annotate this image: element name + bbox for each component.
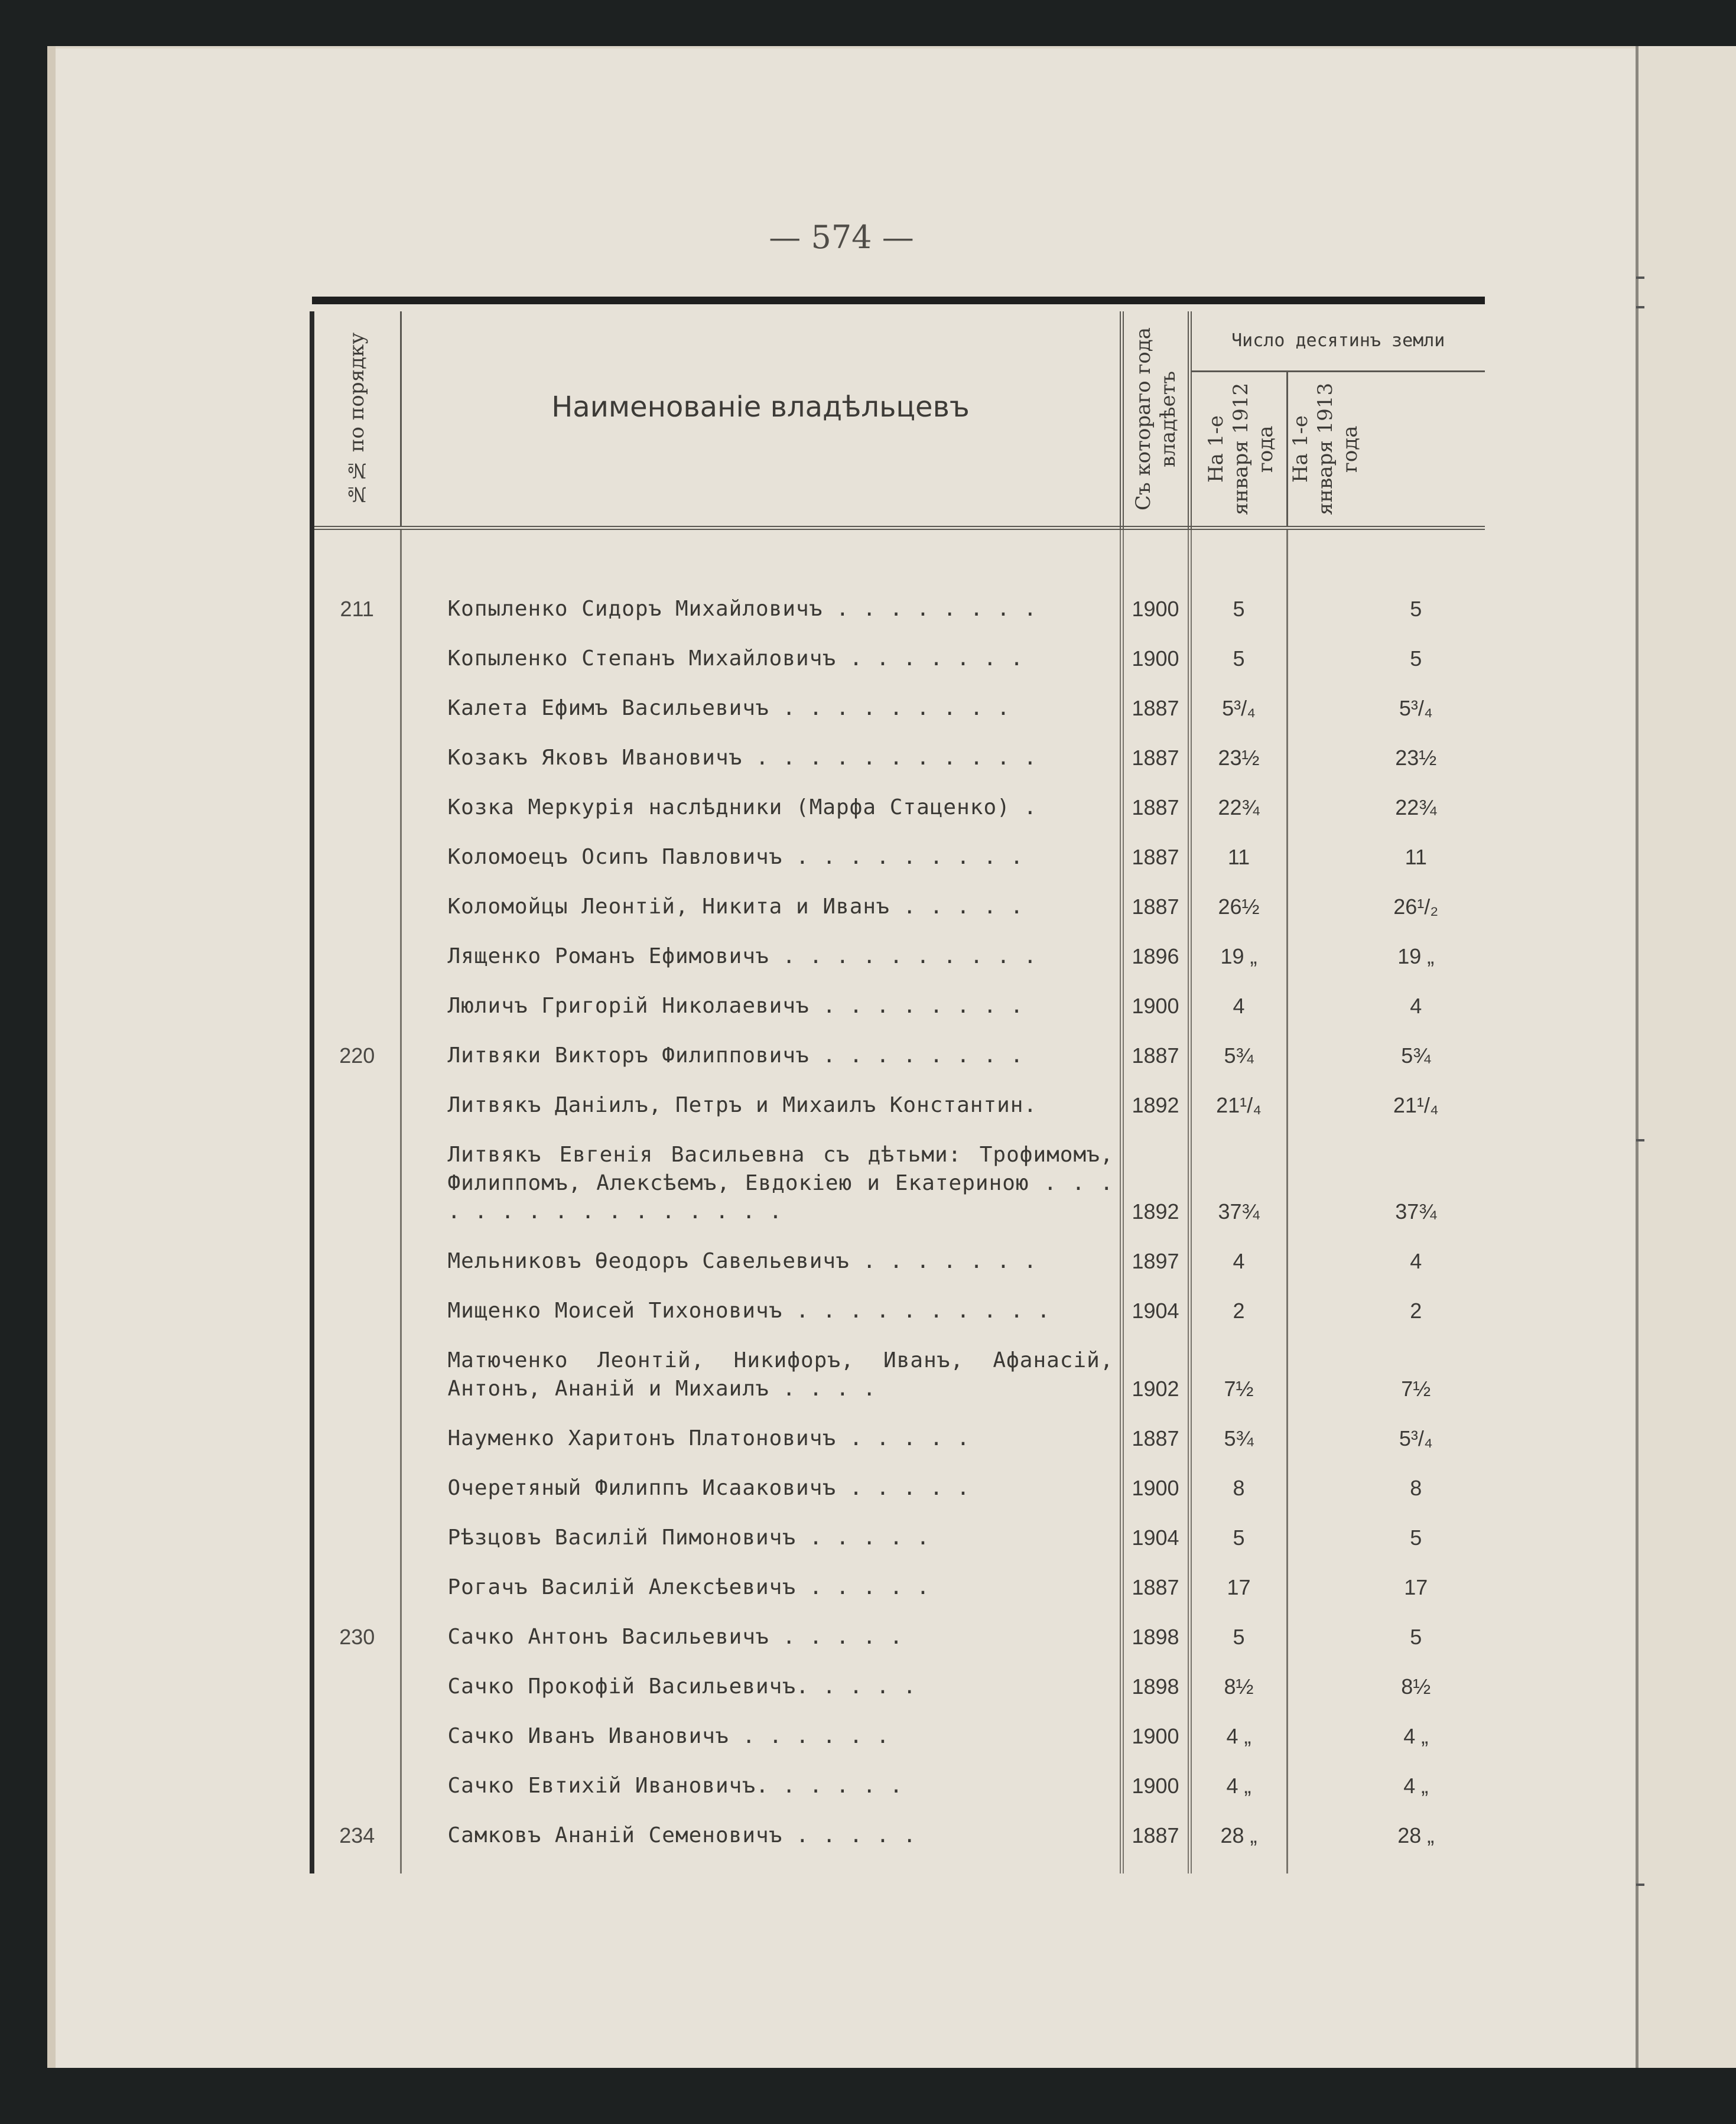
land-1913: 2	[1410, 1299, 1422, 1323]
land-1912: 17	[1189, 1563, 1287, 1612]
owners-table	[310, 297, 1485, 1873]
owner-name: Коломоецъ Осипъ Павловичъ . . . . . . . . .	[401, 832, 1121, 882]
row-number	[312, 1237, 401, 1286]
land-1912: 26½	[1189, 882, 1287, 932]
since-year: 1892	[1121, 1081, 1189, 1130]
table-row	[312, 783, 1485, 832]
row-number	[312, 932, 401, 981]
table-row	[312, 1761, 1485, 1811]
land-1912: 5	[1189, 1612, 1287, 1662]
owner-name: Сачко Иванъ Ивановичъ . . . . . .	[401, 1712, 1121, 1761]
header-name: Наименованіе владѣльцевъ	[401, 311, 1121, 528]
table-row	[312, 1463, 1485, 1513]
table-row	[312, 684, 1485, 733]
since-year: 1900	[1121, 528, 1189, 635]
owner-name: Лященко Романъ Ефимовичъ . . . . . . . . . .	[401, 932, 1121, 981]
land-1912: 8½	[1189, 1662, 1287, 1712]
owner-name: Козка Меркурія наслѣдники (Марфа Стаценко) .	[401, 783, 1121, 832]
owner-name: Мельниковъ Ѳеодоръ Савельевичъ . . . . . . .	[401, 1237, 1121, 1286]
since-year: 1892	[1121, 1130, 1189, 1237]
row-number	[312, 1286, 401, 1336]
row-number	[312, 1336, 401, 1414]
owner-name: Сачко Прокофій Васильевичъ. . . . .	[401, 1662, 1121, 1712]
owner-name: Литвяки Викторъ Филипповичъ . . . . . . . .	[401, 1031, 1121, 1081]
land-1912: 2	[1189, 1286, 1287, 1336]
land-1912: 7½	[1189, 1336, 1287, 1414]
table-row	[312, 1563, 1485, 1612]
row-number: 230	[312, 1612, 401, 1662]
table-row	[312, 932, 1485, 981]
land-1913: 26¹/₂	[1393, 895, 1439, 919]
table-row	[312, 1662, 1485, 1712]
land-1912: 19 „	[1189, 932, 1287, 981]
since-year: 1902	[1121, 1336, 1189, 1414]
land-1912: 28 „	[1189, 1811, 1287, 1873]
since-year: 1900	[1121, 1761, 1189, 1811]
table-row	[312, 832, 1485, 882]
table-row	[312, 1031, 1485, 1081]
owner-name: Рѣзцовъ Василій Пимоновичъ . . . . .	[401, 1513, 1121, 1563]
owner-name: Мищенко Моисей Тихоновичъ . . . . . . . . . .	[401, 1286, 1121, 1336]
row-number	[312, 1081, 401, 1130]
owner-name: Копыленко Степанъ Михайловичъ . . . . . . .	[401, 634, 1121, 684]
since-year: 1898	[1121, 1662, 1189, 1712]
row-number	[312, 882, 401, 932]
header-since-year: Съ котораго года владѣетъ	[1121, 311, 1189, 528]
owner-name: Рогачъ Василій Алексѣевичъ . . . . .	[401, 1563, 1121, 1612]
table-row	[312, 1414, 1485, 1463]
land-1913: 7½	[1401, 1377, 1431, 1401]
row-number	[312, 634, 401, 684]
owner-name: Литвякъ Даніилъ, Петръ и Михаилъ Константин.	[401, 1081, 1121, 1130]
since-year: 1887	[1121, 1563, 1189, 1612]
owner-name: Матюченко Леонтій, Никифоръ, Иванъ, Афанасій, Антонъ, Ананій и Михаилъ . . . .	[401, 1336, 1121, 1414]
row-number	[312, 1662, 401, 1712]
since-year: 1896	[1121, 932, 1189, 981]
owner-name: Литвякъ Евгенія Васильевна съ дѣтьми: Трофимомъ, Филиппомъ, Алексѣемъ, Евдокіею и Екатериною . . . . . . . . . . . . . . . .	[401, 1130, 1121, 1237]
land-1912: 21¹/₄	[1189, 1081, 1287, 1130]
since-year: 1900	[1121, 634, 1189, 684]
since-year: 1887	[1121, 783, 1189, 832]
owner-name: Калета Ефимъ Васильевичъ . . . . . . . . .	[401, 684, 1121, 733]
land-1912: 8	[1189, 1463, 1287, 1513]
land-1912: 4 „	[1189, 1712, 1287, 1761]
since-year: 1898	[1121, 1612, 1189, 1662]
row-number: 211	[312, 528, 401, 635]
owner-name: Коломойцы Леонтій, Никита и Иванъ . . . . .	[401, 882, 1121, 932]
land-1912: 4 „	[1189, 1761, 1287, 1811]
table-row	[312, 1712, 1485, 1761]
row-number	[312, 1130, 401, 1237]
table-row	[312, 733, 1485, 783]
table-row	[312, 1130, 1485, 1237]
land-1912: 5¾	[1189, 1031, 1287, 1081]
header-jan-1912: На 1-е января 1912 года	[1189, 372, 1287, 528]
land-1913: 4 „	[1403, 1724, 1429, 1748]
table-row	[312, 1286, 1485, 1336]
land-1913: 5¾	[1401, 1043, 1431, 1068]
land-1913: 4	[1410, 1249, 1422, 1273]
owner-name: Копыленко Сидоръ Михайловичъ . . . . . . . .	[401, 528, 1121, 635]
land-1913: 8½	[1401, 1674, 1431, 1699]
owner-name: Науменко Харитонъ Платоновичъ . . . . .	[401, 1414, 1121, 1463]
since-year: 1887	[1121, 1811, 1189, 1873]
table-row	[312, 1336, 1485, 1414]
row-number	[312, 832, 401, 882]
row-number	[312, 981, 401, 1031]
land-1912: 5³/₄	[1189, 684, 1287, 733]
land-1912: 4	[1189, 1237, 1287, 1286]
row-number	[312, 1414, 401, 1463]
owner-name: Козакъ Яковъ Ивановичъ . . . . . . . . . . .	[401, 733, 1121, 783]
table-row	[312, 1513, 1485, 1563]
since-year: 1887	[1121, 832, 1189, 882]
land-1912: 5	[1189, 634, 1287, 684]
land-1912: 22¾	[1189, 783, 1287, 832]
owner-name: Люличъ Григорій Николаевичъ . . . . . . . .	[401, 981, 1121, 1031]
since-year: 1887	[1121, 1031, 1189, 1081]
table-row	[312, 882, 1485, 932]
owner-name: Очеретяный Филиппъ Исааковичъ . . . . .	[401, 1463, 1121, 1513]
since-year: 1900	[1121, 1712, 1189, 1761]
header-number: №№ по порядку	[312, 311, 401, 528]
row-number: 234	[312, 1811, 401, 1873]
since-year: 1887	[1121, 882, 1189, 932]
land-1912: 11	[1189, 832, 1287, 882]
land-1913: 17	[1404, 1575, 1428, 1599]
land-1912: 23½	[1189, 733, 1287, 783]
land-1913: 21¹/₄	[1393, 1093, 1439, 1117]
row-number	[312, 733, 401, 783]
since-year: 1904	[1121, 1513, 1189, 1563]
land-1913: 5³/₄	[1399, 696, 1433, 720]
table-row	[312, 1612, 1485, 1662]
document-page	[47, 46, 1636, 2068]
row-number	[312, 1712, 401, 1761]
header-jan-1913: На 1-е января 1913 года	[1287, 372, 1485, 528]
table-row	[312, 1237, 1485, 1286]
owner-name: Самковъ Ананій Семеновичъ . . . . .	[401, 1811, 1121, 1873]
page-number: — 574 —	[769, 219, 914, 256]
row-number	[312, 1761, 401, 1811]
land-1913: 5	[1410, 1625, 1422, 1649]
land-1913: 23½	[1395, 746, 1437, 770]
owner-name: Сачко Антонъ Васильевичъ . . . . .	[401, 1612, 1121, 1662]
table-row	[312, 634, 1485, 684]
table-row	[312, 1081, 1485, 1130]
table-row	[312, 1811, 1485, 1873]
since-year: 1904	[1121, 1286, 1189, 1336]
since-year: 1897	[1121, 1237, 1189, 1286]
land-1912: 5	[1189, 1513, 1287, 1563]
owners-table-body	[312, 528, 1485, 1874]
land-1913: 11	[1405, 845, 1427, 869]
since-year: 1900	[1121, 981, 1189, 1031]
land-1913: 22¾	[1395, 795, 1437, 819]
land-1912: 37¾	[1189, 1130, 1287, 1237]
land-1913: 5³/₄	[1399, 1426, 1433, 1450]
adjacent-page-edge	[1636, 46, 1736, 2068]
row-number	[312, 1463, 401, 1513]
land-1913: 5	[1410, 1525, 1422, 1550]
table-row	[312, 981, 1485, 1031]
since-year: 1887	[1121, 684, 1189, 733]
land-1912: 4	[1189, 981, 1287, 1031]
land-1912: 5¾	[1189, 1414, 1287, 1463]
owner-name: Сачко Евтихій Ивановичъ. . . . . .	[401, 1761, 1121, 1811]
since-year: 1900	[1121, 1463, 1189, 1513]
land-1913: 37¾	[1395, 1199, 1437, 1224]
table-row	[312, 528, 1485, 635]
land-1913: 5	[1410, 646, 1422, 671]
land-1912: 5	[1189, 528, 1287, 635]
since-year: 1887	[1121, 733, 1189, 783]
row-number	[312, 1563, 401, 1612]
row-number	[312, 1513, 401, 1563]
land-1913: 4	[1410, 994, 1422, 1018]
since-year: 1887	[1121, 1414, 1189, 1463]
row-number	[312, 783, 401, 832]
header-land-group: Число десятинъ земли	[1189, 311, 1485, 372]
row-number: 220	[312, 1031, 401, 1081]
land-1913: 5	[1410, 597, 1422, 621]
land-1913: 28 „	[1397, 1823, 1435, 1847]
land-1913: 4 „	[1403, 1774, 1429, 1798]
row-number	[312, 684, 401, 733]
land-1913: 19 „	[1397, 944, 1435, 968]
land-1913: 8	[1410, 1476, 1422, 1500]
